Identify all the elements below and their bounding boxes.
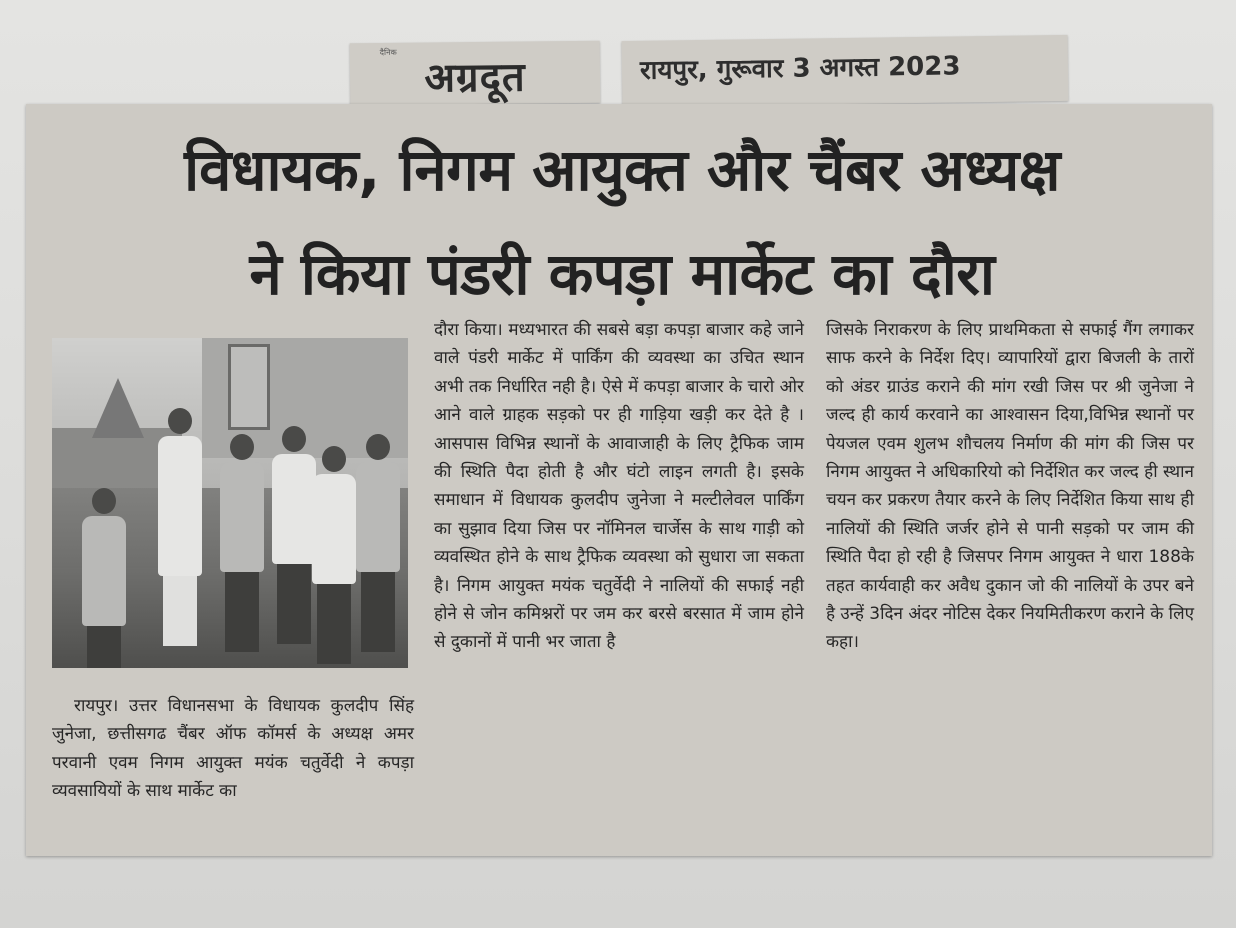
article-column-1: रायपुर। उत्तर विधानसभा के विधायक कुलदीप सिंह जुनेजा, छत्तीसगढ चैंबर ऑफ कॉमर्स के अध्यक्ष अमर परवानी एवम निगम आयुक्त मयंक चतुर्वेदी ने कपड़ा व्यवसायियों के साथ मार्केट का — [52, 696, 414, 802]
newspaper-masthead — [350, 41, 601, 106]
person-figure — [356, 434, 400, 652]
news-photo-group-of-men-icon — [52, 338, 408, 668]
article-column-2: दौरा किया। मध्यभारत की सबसे बड़ा कपड़ा बाजार कहे जाने वाले पंडरी मार्केट में पार्किंग की व्यवस्था का उचित स्थान अभी तक निर्धारित नही है। ऐसे में कपड़ा बाजार के चारो ओर आने वाले ग्राहक सड़को पर ही गाड़िया खड़ी कर देते है । आसपास विभिन्न स्थानों के आवाजाही के लिए ट्रैफिक जाम की स्थिति पैदा होती है और घंटो लाइन लगती है। इसके समाधान में विधायक कुलदीप जुनेजा ने मल्टीलेवल पार्किंग का सुझाव दिया जिस पर नॉमिनल चार्जेस के साथ गाड़ी को व्यवस्थित होने के साथ ट्रैफिक व्यवस्था को सुधारा जा सकता है। निगम आयुक्त मयंक चतुर्वेदी ने नालियों की सफाई नही होने से जोन कमिश्नरों पर जम कर बरसे बरसात में जाम होने से दुकानों में पानी भर जाता है — [434, 320, 804, 653]
person-figure — [82, 488, 126, 668]
person-figure — [158, 408, 202, 646]
newspaper-logo: अग्रदूत — [424, 53, 526, 102]
headline-line-1: विधायक, निगम आयुक्त और चैंबर अध्यक्ष — [184, 136, 1060, 204]
person-figure — [272, 426, 316, 644]
article-clipping — [26, 104, 1212, 856]
headline-line-2: ने किया पंडरी कपड़ा मार्केट का दौरा — [249, 240, 995, 308]
article-column-3: जिसके निराकरण के लिए प्राथमिकता से सफाई गैंग लगाकर साफ करने के निर्देश दिए। व्यापारियों द्वारा बिजली के तारों को अंडर ग्राउंड कराने की मांग रखी जिस पर श्री जुनेजा ने जल्द ही कार्य करवाने का आश्वासन दिया,विभिन्न स्थानों पर पेयजल एवम शुलभ शौचलय निर्माण की मांग की जिस पर निगम आयुक्त ने अधिकारियो को निर्देशित कर जल्द ही स्थान चयन कर प्रकरण तैयार करने के लिए निर्देशित किया साथ ही नालियों की स्थिति जर्जर होने से पानी सड़को पर जाम की स्थिति पैदा हो रही है जिसपर निगम आयुक्त ने धारा 188के तहत कार्यवाही कर अवैध दुकान जो की नालियों के उपर बने है उन्हें 3दिन अंदर नोटिस देकर नियमितीकरण कराने के लिए कहा। — [826, 320, 1194, 653]
dateline-strip — [622, 35, 1069, 107]
masthead-tagline: दैनिक — [379, 47, 397, 57]
person-figure — [220, 434, 264, 652]
dateline: रायपुर, गुरूवार 3 अगस्त 2023 — [639, 51, 961, 86]
person-figure — [312, 446, 356, 664]
article-headline — [62, 118, 1182, 326]
